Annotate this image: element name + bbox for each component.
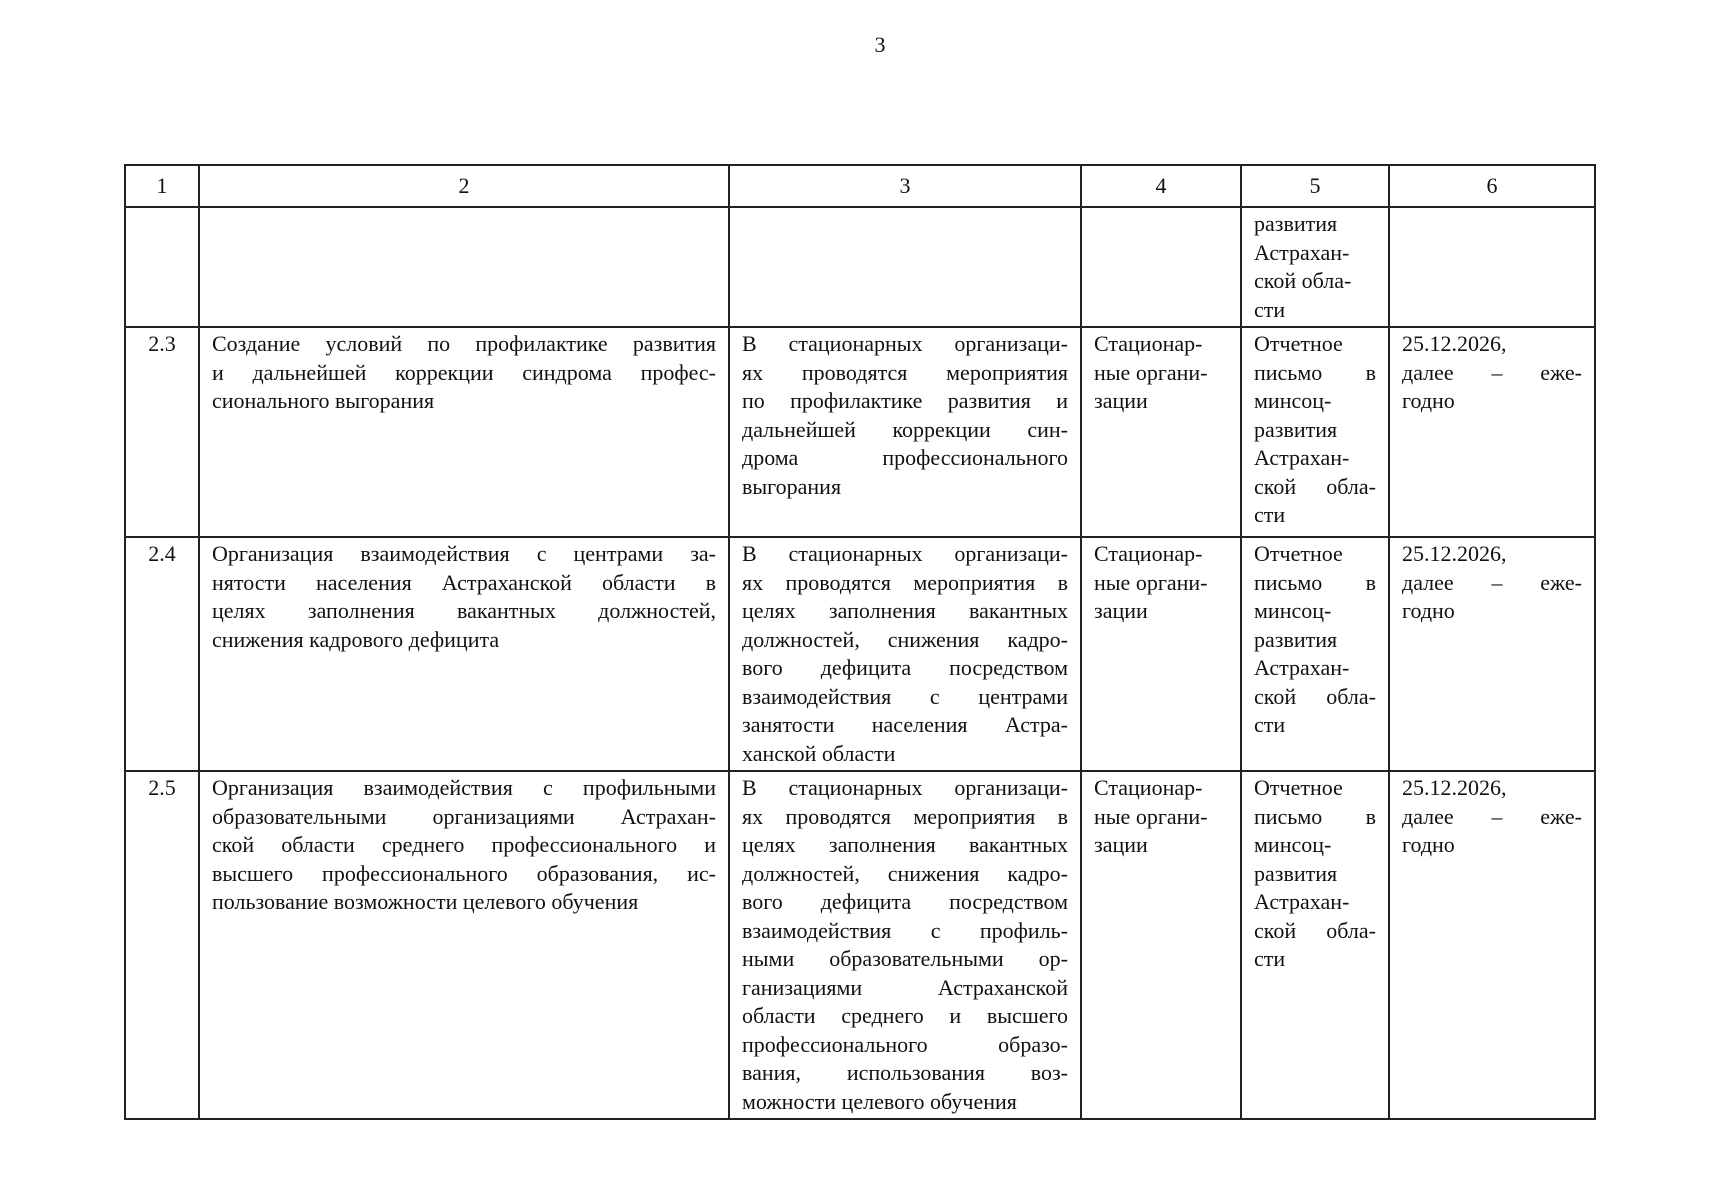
text-line: 25.12.2026, <box>1402 775 1507 800</box>
text-line: сти <box>1254 296 1286 322</box>
table-row <box>125 537 1595 771</box>
text-line: ях проводятся мероприятия <box>742 359 1068 385</box>
text-line: сти <box>1254 712 1286 737</box>
text-line: должностей, снижения кадро- <box>742 626 1068 652</box>
text-line: выгорания <box>742 473 842 499</box>
text-line: письмо в <box>1254 569 1376 595</box>
table-cell <box>729 207 1081 327</box>
table-cell-c6 <box>1389 771 1595 1119</box>
text-line: Отчетное <box>1254 331 1343 356</box>
text-line: годно <box>1402 388 1455 413</box>
text-line: можности целевого обучения <box>742 1088 1017 1114</box>
table-cell-c2 <box>199 327 729 537</box>
text-line: должностей, снижения кадро- <box>742 860 1068 886</box>
text-line: годно <box>1402 832 1455 857</box>
text-line: профессионального образо- <box>742 1031 1068 1057</box>
text-line: 25.12.2026, <box>1402 331 1507 356</box>
table-row-continuation <box>125 207 1595 327</box>
text-line: Организация взаимодействия с центрами за- <box>212 541 716 566</box>
table-cell-c2 <box>199 537 729 771</box>
text-line: ханской области <box>742 740 896 766</box>
text-line: ные органи- <box>1094 803 1208 829</box>
text-line: целях заполнения вакантных <box>742 598 1068 623</box>
text-line: ганизациями Астраханской <box>742 974 1068 1000</box>
text-line: образовательными организациями Астрахан- <box>212 803 716 829</box>
table-cell <box>1389 207 1595 327</box>
table-cell-c4 <box>1081 771 1241 1119</box>
table-cell-c2 <box>199 771 729 1119</box>
text-line: письмо в <box>1254 359 1376 385</box>
text-line: ской обла- <box>1254 683 1376 709</box>
table-cell-c5 <box>1241 537 1389 771</box>
text-line: Организация взаимодействия с профильными <box>212 775 716 800</box>
text-line: взаимодействия с центрами <box>742 683 1068 709</box>
table-cell-c6 <box>1389 327 1595 537</box>
text-line: ской обла- <box>1254 473 1376 499</box>
text-line: Астрахан- <box>1254 239 1350 265</box>
table-cell-c6 <box>1389 537 1595 771</box>
text-line: зации <box>1094 832 1148 857</box>
text-line: развития <box>1254 211 1338 236</box>
table-header-row <box>125 165 1595 207</box>
text-line: далее – еже- <box>1402 803 1582 829</box>
table-row <box>125 327 1595 537</box>
text-line: В стационарных организаци- <box>742 541 1068 566</box>
text-line: минсоц- <box>1254 388 1332 413</box>
text-line: области среднего и высшего <box>742 1003 1068 1028</box>
text-line: Создание условий по профилактике развития <box>212 331 716 356</box>
table-cell-c4 <box>1081 327 1241 537</box>
header-cell: 5 <box>1241 165 1389 207</box>
text-line: сти <box>1254 946 1286 971</box>
table-cell <box>125 207 199 327</box>
text-line: и дальнейшей коррекции синдрома профес- <box>212 359 716 385</box>
text-line: В стационарных организаци- <box>742 775 1068 800</box>
header-cell: 1 <box>125 165 199 207</box>
activities-table <box>124 164 1596 1120</box>
text-line: по профилактике развития и <box>742 388 1068 413</box>
text-line: Астрахан- <box>1254 655 1350 680</box>
text-line: развития <box>1254 860 1338 886</box>
text-line: нятости населения Астраханской области в <box>212 569 716 595</box>
text-line: взаимодействия с профиль- <box>742 917 1068 943</box>
text-line: снижения кадрового дефицита <box>212 626 500 652</box>
page-number: 3 <box>874 32 886 57</box>
text-line: минсоц- <box>1254 832 1332 857</box>
table-cell <box>1081 207 1241 327</box>
text-line: далее – еже- <box>1402 569 1582 595</box>
header-cell: 3 <box>729 165 1081 207</box>
text-line: Отчетное <box>1254 775 1343 800</box>
text-line: далее – еже- <box>1402 359 1582 385</box>
table-cell-c4 <box>1081 537 1241 771</box>
text-line: вания, использования воз- <box>742 1060 1068 1085</box>
table-cell-c3 <box>729 327 1081 537</box>
text-line: дальнейшей коррекции син- <box>742 416 1068 442</box>
text-line: Астрахан- <box>1254 445 1350 470</box>
text-line: развития <box>1254 416 1338 442</box>
text-line: Стационар- <box>1094 541 1203 566</box>
text-line: зации <box>1094 388 1148 413</box>
table-row <box>125 771 1595 1119</box>
table-cell-c5 <box>1241 771 1389 1119</box>
table-cell <box>199 207 729 327</box>
text-line: вого дефицита посредством <box>742 889 1068 914</box>
table-cell-c3 <box>729 537 1081 771</box>
text-line: сти <box>1254 502 1286 527</box>
text-line: Астрахан- <box>1254 889 1350 914</box>
text-line: ные органи- <box>1094 359 1208 385</box>
header-cell: 4 <box>1081 165 1241 207</box>
row-number: 2.5 <box>125 771 199 1119</box>
text-line: сионального выгорания <box>212 388 435 413</box>
text-line: занятости населения Астра- <box>742 712 1068 737</box>
text-line: вого дефицита посредством <box>742 655 1068 680</box>
text-line: минсоц- <box>1254 598 1332 623</box>
text-line: годно <box>1402 598 1455 623</box>
text-line: Стационар- <box>1094 775 1203 800</box>
text-line: Стационар- <box>1094 331 1203 356</box>
text-line: письмо в <box>1254 803 1376 829</box>
text-line: Отчетное <box>1254 541 1343 566</box>
text-line: ской области среднего профессионального и <box>212 832 716 857</box>
text-line: развития <box>1254 626 1338 652</box>
text-line: ные органи- <box>1094 569 1208 595</box>
text-line: ях проводятся мероприятия в <box>742 569 1068 595</box>
text-line: 25.12.2026, <box>1402 541 1507 566</box>
table-cell-c5 <box>1241 327 1389 537</box>
text-line: целях заполнения вакантных <box>742 832 1068 857</box>
text-line: ской обла- <box>1254 917 1376 943</box>
table-cell-col5 <box>1241 207 1389 327</box>
text-line: целях заполнения вакантных должностей, <box>212 598 716 623</box>
row-number: 2.3 <box>125 327 199 537</box>
text-line: ными образовательными ор- <box>742 946 1068 971</box>
row-number: 2.4 <box>125 537 199 771</box>
text-line: ях проводятся мероприятия в <box>742 803 1068 829</box>
text-line: В стационарных организаци- <box>742 331 1068 356</box>
text-line: ской обла- <box>1254 268 1352 293</box>
table-cell-c3 <box>729 771 1081 1119</box>
text-line: высшего профессионального образования, ис- <box>212 860 716 886</box>
header-cell: 2 <box>199 165 729 207</box>
text-line: пользование возможности целевого обучения <box>212 889 639 914</box>
header-cell: 6 <box>1389 165 1595 207</box>
text-line: зации <box>1094 598 1148 623</box>
text-line: дрома профессионального <box>742 445 1068 470</box>
